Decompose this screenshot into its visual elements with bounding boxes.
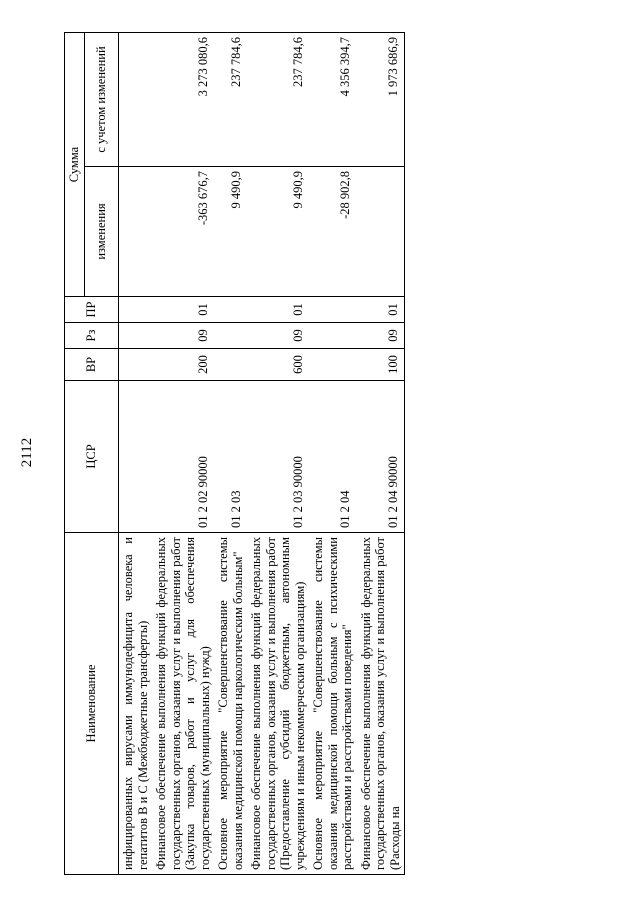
row-rz xyxy=(309,323,357,349)
page-number: 2112 xyxy=(19,437,35,468)
row-name: Финансовое обеспечение выполнения функций федеральных государственных органов, оказания услуг и выполнения работ (Предоставление субсидий бюджетным, автономным учреждениям и иным некоммерческим организациям) xyxy=(247,533,309,875)
row-name: Основное мероприятие "Совершенствование системы оказания медицинской помощи наркологическим больным" xyxy=(214,533,247,875)
row-pr: 01 xyxy=(247,297,309,323)
row-name: Основное мероприятие "Совершенствование системы оказания медицинской помощи больным с психическими расстройствами и расстройствами поведения" xyxy=(309,533,357,875)
header-sum: Сумма xyxy=(65,33,85,297)
row-vr xyxy=(119,349,153,381)
row-csr: 01 2 04 90000 xyxy=(357,381,405,533)
row-name: Финансовое обеспечение выполнения функций федеральных государственных органов, оказания услуг и выполнения работ (Расходы на xyxy=(357,533,405,875)
row-vr xyxy=(309,349,357,381)
row-name: Финансовое обеспечение выполнения функций федеральных государственных органов, оказания услуг и выполнения работ (Закупка товаров, работ и услуг для обеспечения государственных (муниципальных) нужд) xyxy=(152,533,214,875)
row-pr: 01 xyxy=(152,297,214,323)
header-change: изменения xyxy=(85,167,119,297)
row-vr: 600 xyxy=(247,349,309,381)
row-rz: 09 xyxy=(357,323,405,349)
header-pr: ПР xyxy=(65,297,119,323)
table-row xyxy=(309,33,357,875)
row-total xyxy=(119,33,153,167)
row-total: 3 273 080,6 xyxy=(152,33,214,167)
row-name: инфицированных вирусами иммунодефицита человека и гепатитов В и С (Межбюджетные трансферты) xyxy=(119,533,153,875)
row-change: -28 902,8 xyxy=(309,167,357,297)
row-pr xyxy=(309,297,357,323)
row-change xyxy=(119,167,153,297)
row-csr xyxy=(119,381,153,533)
table-row xyxy=(152,33,214,875)
row-pr: 01 xyxy=(357,297,405,323)
row-rz: 09 xyxy=(152,323,214,349)
row-total: 4 356 394,7 xyxy=(309,33,357,167)
row-vr xyxy=(214,349,247,381)
row-csr: 01 2 03 xyxy=(214,381,247,533)
row-vr: 200 xyxy=(152,349,214,381)
header-vr: ВР xyxy=(65,349,119,381)
header-name: Наименование xyxy=(65,533,119,875)
row-total: 237 784,6 xyxy=(247,33,309,167)
table-row xyxy=(119,33,153,875)
row-csr: 01 2 04 xyxy=(309,381,357,533)
row-change xyxy=(357,167,405,297)
table-row xyxy=(214,33,247,875)
row-rz xyxy=(119,323,153,349)
row-csr: 01 2 03 90000 xyxy=(247,381,309,533)
row-pr xyxy=(214,297,247,323)
header-csr: ЦСР xyxy=(65,381,119,533)
row-change: 9 490,9 xyxy=(247,167,309,297)
row-rz xyxy=(214,323,247,349)
header-rz: Рз xyxy=(65,323,119,349)
row-csr: 01 2 02 90000 xyxy=(152,381,214,533)
row-total: 237 784,6 xyxy=(214,33,247,167)
header-with-changes: с учетом изменений xyxy=(85,33,119,167)
row-pr xyxy=(119,297,153,323)
row-rz: 09 xyxy=(247,323,309,349)
table-row xyxy=(247,33,309,875)
budget-table xyxy=(64,32,405,875)
row-change: 9 490,9 xyxy=(214,167,247,297)
row-total: 1 973 686,9 xyxy=(357,33,405,167)
row-vr: 100 xyxy=(357,349,405,381)
row-change: -363 676,7 xyxy=(152,167,214,297)
table-row xyxy=(357,33,405,875)
